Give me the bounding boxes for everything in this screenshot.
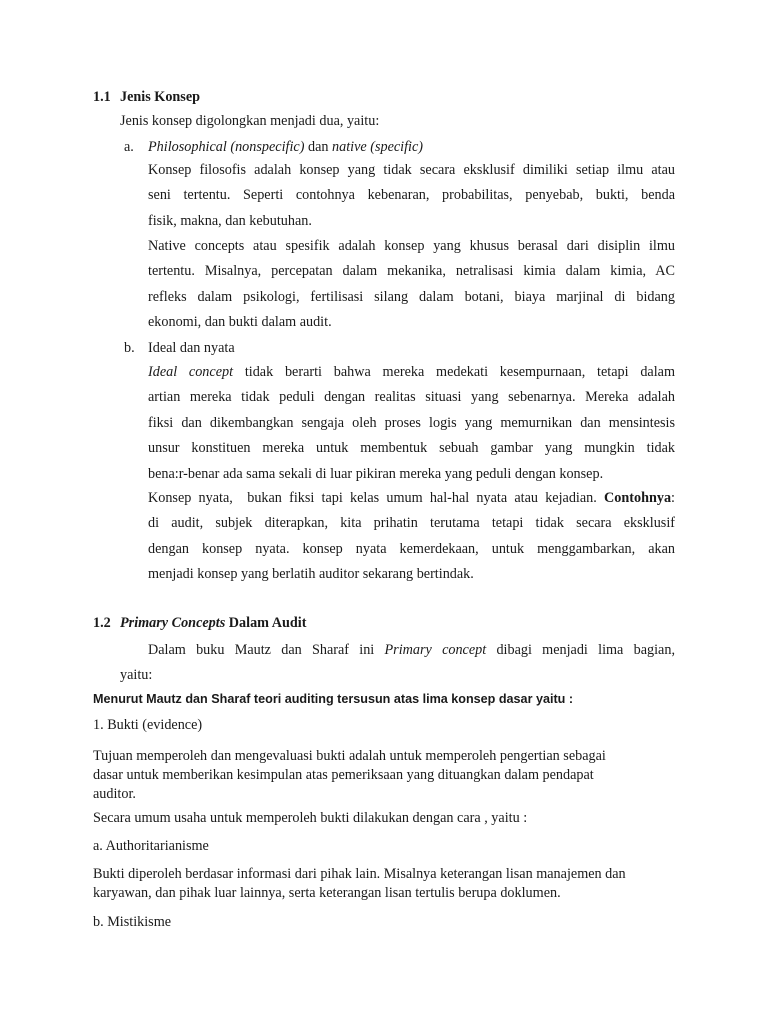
contohnya-bold: Contohnya [604,490,672,506]
sub-item-a: a. Authoritarianisme [93,838,209,854]
ideal-concept-term: Ideal concept [148,364,234,380]
paragraph-line: tertentu. Misalnya, percepatan dalam mekanika, netralisasi kimia dalam kimia, AC [148,263,675,280]
section-number: 1.1 [93,89,111,105]
paragraph-line: auditor. [93,786,136,802]
sub-item-b: b. Mistikisme [93,914,172,930]
paragraph-line: Dalam buku Mautz dan Sharaf ini Primary concept dibagi menjadi lima bagian, [148,642,675,658]
section-title: Jenis Konsep [120,89,201,105]
paragraph-line: karyawan, dan pihak luar lainnya, serta keterangan lisan tertulis berupa doklumen. [93,885,561,901]
paragraph-line: Ideal concept tidak berarti bahwa mereka medekati kesempurnaan, tetapi dalam [148,364,676,380]
paragraph-line: refleks dalam psikologi, fertilisasi silang dalam botani, biaya marjinal di bidang [148,288,675,305]
paragraph-line: dasar untuk memberikan kesimpulan atas pemeriksaan yang dituangkan dalam pendapat [93,767,594,783]
paragraph-line: Tujuan memperoleh dan mengevaluasi bukti adalah untuk memperoleh pengertian sebagai [93,748,606,764]
section-title-rest: Dalam Audit [225,615,307,631]
bold-summary-line: Menurut Mautz dan Sharaf teori auditing tersusun atas lima konsep dasar yaitu : [93,692,574,706]
section-intro: Jenis konsep digolongkan menjadi dua, yaitu: [120,113,380,129]
paragraph-tujuan [93,747,675,804]
section-title-italic: Primary Concepts [120,615,226,631]
point-1-heading: 1. Bukti (evidence) [93,717,203,733]
paragraph-line: seni tertentu. Seperti contohnya kebenaran, probabilitas, penyebab, bukti, benda [148,187,675,204]
paragraph-line: fiksi dan dikembangkan sengaja oleh proses logis yang memurnikan dan mensintesis [148,414,675,431]
list-marker-b: b. [124,340,135,356]
paragraph-line: Konsep nyata, bukan fiksi tapi kelas umum hal-hal nyata atau kejadian. Contohnya: [148,490,675,506]
section-heading-1-2 [93,615,306,632]
section-heading-1-1 [93,89,200,106]
paragraph-bukti [93,865,675,903]
paragraph-line: di audit, subjek diterapkan, kita prihatin terutama tetapi tidak secara eksklusif [148,515,675,532]
item-a-title-part2: dan [304,139,333,155]
item-b-paragraph-2 [148,486,675,588]
paragraph-line: unsur konstituen mereka untuk membentuk sebuah gambar yang mungkin tidak [148,440,675,457]
paragraph-line: dengan konsep nyata. konsep nyata kemerdekaan, untuk menggambarkan, akan [148,540,675,557]
paragraph-line: yaitu: [120,667,153,684]
item-a-title-part1: Philosophical (nonspecific) [148,139,305,155]
paragraph-line: Native concepts atau spesifik adalah konsep yang khusus berasal dari disiplin ilmu [148,238,675,254]
item-b-title: Ideal dan nyata [148,340,235,356]
item-a-paragraph-2 [148,234,675,336]
paragraph-line: ekonomi, dan bukti dalam audit. [148,314,332,331]
paragraph-line: Konsep filosofis adalah konsep yang tidak secara eksklusif dimiliki setiap ilmu atau [148,162,675,178]
item-b-paragraph-1 [148,360,675,487]
paragraph-line: Bukti diperoleh berdasar informasi dari pihak lain. Misalnya keterangan lisan manajemen dan [93,866,626,882]
paragraph-line: menjadi konsep yang berlatih auditor sekarang bertindak. [148,566,474,583]
paragraph-line: artian mereka tidak peduli dengan realitas situasi yang sebenarnya. Mereka adalah [148,389,675,406]
primary-concept-term: Primary concept [384,642,487,658]
list-marker-a: a. [124,139,134,155]
item-a-title-part3: native (specific) [332,139,424,155]
item-a-title [148,139,423,156]
paragraph-line: bena:r-benar ada sama sekali di luar pikiran mereka yang peduli dengan konsep. [148,465,604,482]
item-a-paragraph-1 [148,158,675,234]
paragraph-line: fisik, makna, dan kebutuhan. [148,212,312,229]
section-2-intro [120,638,675,689]
paragraph-secara: Secara umum usaha untuk memperoleh bukti dilakukan dengan cara , yaitu : [93,810,528,826]
section-number: 1.2 [93,615,111,631]
